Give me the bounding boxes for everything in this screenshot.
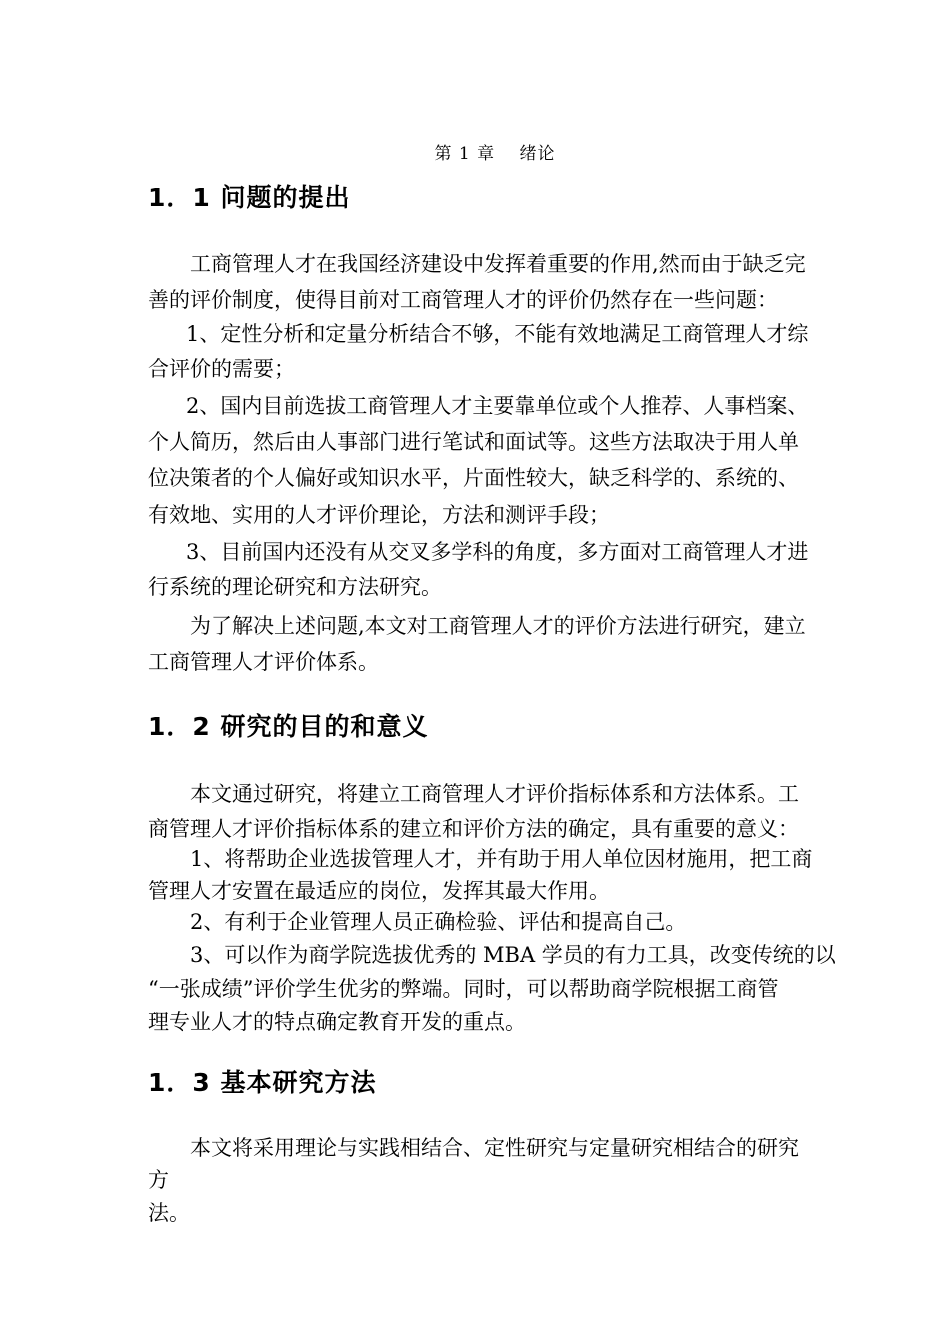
paragraph-line: 法。 [148, 1201, 190, 1225]
paragraph-line: 善的评价制度，使得目前对工商管理人才的评价仍然存在一些问题： [148, 288, 778, 312]
section-heading-1-1: 1．1 问题的提出 [148, 183, 351, 212]
section-heading-1-3: 1．3 基本研究方法 [148, 1068, 377, 1097]
paragraph-line: 有效地、实用的人才评价理论，方法和测评手段； [148, 503, 610, 527]
paragraph-line: 位决策者的个人偏好或知识水平，片面性较大，缺乏科学的、系统的、 [148, 466, 799, 490]
paragraph-line: 管理人才安置在最适应的岗位，发挥其最大作用。 [148, 879, 610, 903]
paragraph-line: 为了解决上述问题,本文对工商管理人才的评价方法进行研究，建立 [190, 614, 806, 638]
paragraph-line: 本文将采用理论与实践相结合、定性研究与定量研究相结合的研究 [190, 1136, 799, 1160]
paragraph-line: 本文通过研究，将建立工商管理人才评价指标体系和方法体系。工 [190, 782, 799, 806]
paragraph-line: 3、目前国内还没有从交叉多学科的角度，多方面对工商管理人才进 [186, 540, 809, 564]
paragraph-line: 1、将帮助企业选拔管理人才，并有助于用人单位因材施用，把工商 [190, 847, 813, 871]
paragraph-line: 行系统的理论研究和方法研究。 [148, 575, 442, 599]
paragraph-line: 方 [148, 1168, 169, 1192]
paragraph-line: 工商管理人才评价体系。 [148, 650, 379, 674]
paragraph-line: “一张成绩”评价学生优劣的弊端。同时，可以帮助商学院根据工商管 [148, 977, 779, 1001]
paragraph-line: 1、定性分析和定量分析结合不够，不能有效地满足工商管理人才综 [186, 322, 809, 346]
paragraph-line: 商管理人才评价指标体系的建立和评价方法的确定，具有重要的意义： [148, 817, 799, 841]
chapter-title: 第 1 章 绪论 [434, 144, 556, 164]
paragraph-line: 2、国内目前选拔工商管理人才主要靠单位或个人推荐、人事档案、 [186, 394, 809, 418]
paragraph-line: 理专业人才的特点确定教育开发的重点。 [148, 1010, 526, 1034]
paragraph-line: 个人简历，然后由人事部门进行笔试和面试等。这些方法取决于用人单 [148, 430, 799, 454]
section-heading-1-2: 1．2 研究的目的和意义 [148, 712, 429, 741]
paragraph-line: 2、有利于企业管理人员正确检验、评估和提高自己。 [190, 910, 687, 934]
paragraph-line: 3、可以作为商学院选拔优秀的 MBA 学员的有力工具，改变传统的以 [190, 943, 836, 967]
paragraph-line: 合评价的需要； [148, 357, 295, 381]
paragraph-line: 工商管理人才在我国经济建设中发挥着重要的作用,然而由于缺乏完 [190, 252, 806, 276]
